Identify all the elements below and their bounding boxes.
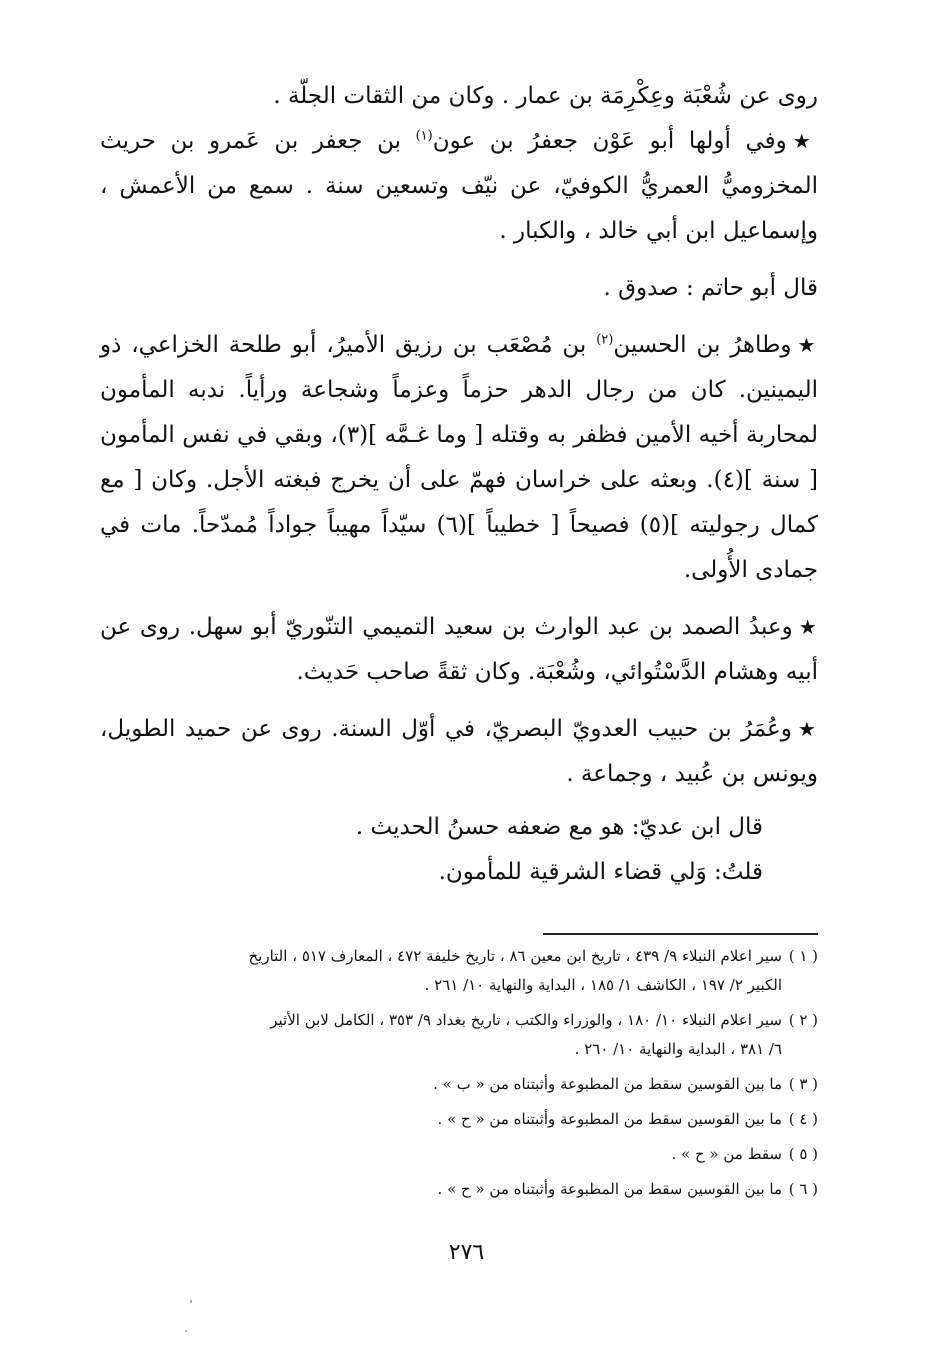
footnote-number: ( ٥ ) xyxy=(788,1145,818,1163)
footnote-continuation: ٦/ ٣٨١ ، البداية والنهاية ١٠/ ٢٦٠ . xyxy=(574,1040,782,1058)
footnote-number: ( ٢ ) xyxy=(788,1011,818,1029)
footnote-text: سير اعلام النبلاء ٩/ ٤٣٩ ، تاريخ ابن معين ٨٦ ، تاريخ خليفة ٤٧٢ ، المعارف ٥١٧ ، التاريخ xyxy=(248,947,782,965)
paragraph-text: قال أبو حاتم : صدوق . xyxy=(603,275,818,301)
footnote-continuation: الكبير ٢/ ١٩٧ ، الكاشف ١/ ١٨٥ ، البداية والنهاية ١٠/ ٢٦١ . xyxy=(424,976,782,994)
footnote-4 xyxy=(96,1105,818,1134)
paragraph-5 xyxy=(100,605,818,695)
main-text xyxy=(100,74,818,895)
paragraph-2 xyxy=(100,119,818,254)
paragraph-text-before: وعُمَرُ بن حبيب العدويّ البصريّ، في أوّل السنة. روى عن حميد الطويل، ويونس بن عُبيد ، وجماعة . xyxy=(100,716,818,787)
paragraph-text-after: بن مُصْعَب بن رزيق الأميرُ، أبو طلحة الخزاعي، ذو اليمينين. كان من رجال الدهر حزماً وعزماً وشجاعة ورأياً. ندبه المأمون لمحاربة أخيه الأمين فظفر به وقتله [ وما غـمَّه ](٣)، وبقي في نفس المأمون [ سنة ](٤). وبعثه على خراسان فهمّ على أن يخرج فبغته الأجل. وكان [ مع كمال رجوليته ](٥) فصيحاً [ خطيباً ](٦) سيّداً مهيباً جواداً مُمدّحاً. مات في جمادى الأُولى. xyxy=(100,332,818,583)
paragraph-text-before: وعبدُ الصمد بن عبد الوارث بن سعيد التميمي التنّوريّ أبو سهل. روى عن أبيه وهشام الدَّسْتُوائي، وشُعْبَة. وكان ثقةً صاحب حَديث. xyxy=(100,614,818,685)
footnote-divider xyxy=(543,933,818,935)
footnote-ref: (١) xyxy=(415,128,433,144)
footnote-number: ( ٣ ) xyxy=(788,1075,818,1093)
footnote-ref: (٢) xyxy=(596,332,614,348)
star-icon: ★ xyxy=(797,717,818,741)
paragraph-text-before: وطاهرُ بن الحسين xyxy=(613,332,792,358)
footnote-text: ما بين القوسين سقط من المطبوعة وأثبتناه من « ح » . xyxy=(437,1110,782,1128)
scan-speck xyxy=(190,1300,192,1303)
paragraph-1 xyxy=(100,74,818,119)
star-icon: ★ xyxy=(798,615,818,639)
footnote-text: ما بين القوسين سقط من المطبوعة وأثبتناه من « ح » . xyxy=(437,1180,782,1198)
star-icon: ★ xyxy=(797,333,818,357)
paragraph-text: روى عن شُعْبَة وعِكْرِمَة بن عمار . وكان من الثقات الجلّة . xyxy=(273,83,818,109)
footnotes xyxy=(96,942,818,1210)
paragraph-3 xyxy=(100,266,818,311)
footnote-2 xyxy=(96,1006,818,1064)
footnote-number: ( ١ ) xyxy=(788,947,818,965)
star-icon: ★ xyxy=(792,129,818,153)
paragraph-text-after: بن جعفر بن عَمرو بن حريث المخزوميُّ العمريُّ الكوفيّ، عن نيّف وتسعين سنة . سمع من الأعمش ، وإسماعيل ابن أبي خالد ، والكبار . xyxy=(100,128,818,244)
paragraph-text-before: وفي أولها أبو عَوْن جعفرُ بن عون xyxy=(432,128,787,154)
paragraph-7 xyxy=(100,805,818,850)
footnote-number: ( ٦ ) xyxy=(788,1180,818,1198)
paragraph-6 xyxy=(100,707,818,797)
footnote-text: سير اعلام النبلاء ١٠/ ١٨٠ ، والوزراء والكتب ، تاريخ بغداد ٩/ ٣٥٣ ، الكامل لابن الأثير xyxy=(270,1011,782,1029)
footnote-6 xyxy=(96,1175,818,1204)
scan-speck xyxy=(185,1330,187,1332)
paragraph-8 xyxy=(100,850,818,895)
paragraph-4 xyxy=(100,323,818,593)
footnote-text: سقط من « ح » . xyxy=(671,1145,782,1163)
footnote-3 xyxy=(96,1070,818,1099)
paragraph-text: قلتُ: وَلي قضاء الشرقية للمأمون. xyxy=(438,859,763,885)
footnote-1 xyxy=(96,942,818,1000)
footnote-number: ( ٤ ) xyxy=(788,1110,818,1128)
footnote-5 xyxy=(96,1140,818,1169)
footnote-text: ما بين القوسين سقط من المطبوعة وأثبتناه من « ب » . xyxy=(433,1075,782,1093)
page-number: ٢٧٦ xyxy=(448,1240,485,1265)
paragraph-text: قال ابن عديّ: هو مع ضعفه حسنُ الحديث . xyxy=(355,814,763,840)
